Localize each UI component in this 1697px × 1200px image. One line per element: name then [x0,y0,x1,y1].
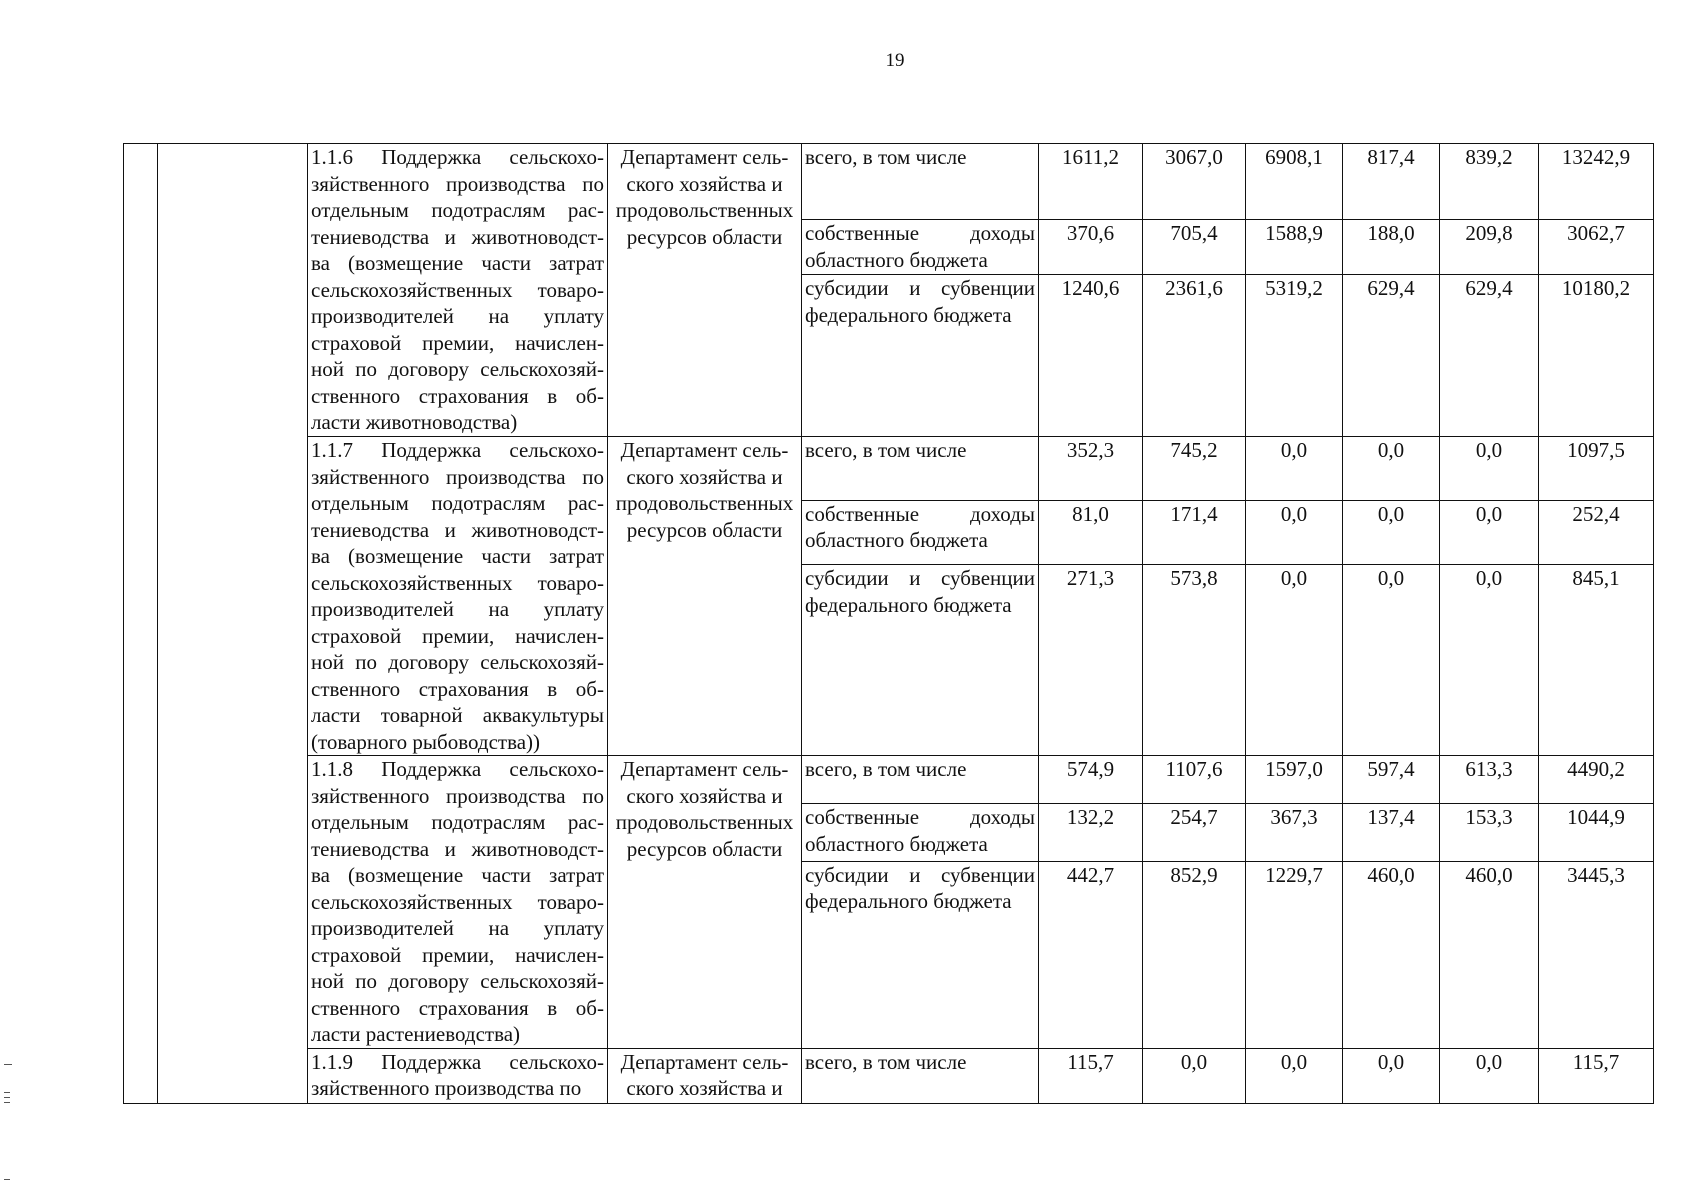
amount-cell: 852,9 [1143,861,1246,1048]
measure-name-line: ласти товарной аквакультуры [311,703,604,727]
amount-cell: 745,2 [1143,437,1246,501]
measure-name-line: отдельным подотраслям рас- [311,491,604,515]
amount-cell: 4490,2 [1539,756,1654,804]
funding-source-cell: собственные доходы областного бюджета [802,220,1039,275]
department-line: ресурсов области [626,836,783,861]
department-line: ского хозяйства и [626,1076,783,1100]
measure-name-line: производителей на уплату [311,916,604,940]
amount-cell: 367,3 [1246,804,1343,861]
funding-source-cell: субсидии и субвенции федерального бюджета [802,861,1039,1048]
index-cell [124,144,158,1104]
amount-cell: 3067,0 [1143,144,1246,220]
amount-cell: 1044,9 [1539,804,1654,861]
amount-cell: 13242,9 [1539,144,1654,220]
measure-name-line: страховой премии, начислен- [311,330,604,355]
measure-name-line: тениеводства и животноводст- [311,224,604,249]
table-row [124,756,1654,804]
amount-cell: 0,0 [1440,500,1539,565]
amount-cell: 0,0 [1343,1048,1440,1103]
measure-name-line: ной по договору сельскохозяй- [311,357,604,381]
amount-cell: 137,4 [1343,804,1440,861]
measure-name-line: ласти растениеводства) [311,1022,521,1046]
amount-cell: 1588,9 [1246,220,1343,275]
measure-name-line: 1.1.8 Поддержка сельскохо- [311,757,604,781]
measure-name-line: 1.1.7 Поддержка сельскохо- [311,438,604,462]
amount-cell: 0,0 [1343,565,1440,756]
measure-name-line: зяйственного производства по [311,783,604,808]
department-line: Департамент сель- [620,438,789,462]
measure-name-line: зяйственного производства по [311,464,604,489]
amount-cell: 597,4 [1343,756,1440,804]
department-cell [608,437,802,756]
measure-name-line: ственного страхования в об- [311,676,604,701]
amount-cell: 574,9 [1039,756,1143,804]
department-line: продовольственных [615,198,794,222]
department-line: Департамент сель- [620,1049,789,1074]
amount-cell: 1611,2 [1039,144,1143,220]
measure-name-line: ственного страхования в об- [311,383,604,408]
amount-cell: 1229,7 [1246,861,1343,1048]
amount-cell: 0,0 [1246,500,1343,565]
amount-cell: 81,0 [1039,500,1143,565]
amount-cell: 0,0 [1246,437,1343,501]
amount-cell: 352,3 [1039,437,1143,501]
department-line: Департамент сель- [620,757,789,781]
funding-source-cell: всего, в том числе [802,437,1039,501]
department-cell [608,1048,802,1103]
amount-cell: 0,0 [1246,565,1343,756]
amount-cell: 0,0 [1440,437,1539,501]
measure-name-line: тениеводства и животноводст- [311,836,604,861]
measure-name-line: ственного страхования в об- [311,995,604,1020]
margin-mark [4,1064,12,1065]
measure-name-line: отдельным подотраслям рас- [311,198,604,222]
measure-name-line: зяйственного производства по [311,171,604,196]
table-row [124,144,1654,220]
amount-cell: 0,0 [1343,500,1440,565]
amount-cell: 2361,6 [1143,275,1246,437]
amount-cell: 370,6 [1039,220,1143,275]
funding-source-cell: собственные доходы областного бюджета [802,500,1039,565]
amount-cell: 629,4 [1343,275,1440,437]
amount-cell: 839,2 [1440,144,1539,220]
measure-name-cell [308,144,608,437]
funding-source-cell: всего, в том числе [802,756,1039,804]
amount-cell: 1097,5 [1539,437,1654,501]
measure-name-line: сельскохозяйственных товаро- [311,277,604,302]
measure-name-line: страховой премии, начислен- [311,623,604,648]
funding-source-cell: всего, в том числе [802,144,1039,220]
amount-cell: 254,7 [1143,804,1246,861]
amount-cell: 6908,1 [1246,144,1343,220]
department-line: ского хозяйства и [626,171,783,196]
amount-cell: 0,0 [1440,565,1539,756]
department-line: ресурсов области [626,517,783,542]
amount-cell: 1240,6 [1039,275,1143,437]
measure-name-cell [308,1048,608,1103]
amount-cell: 460,0 [1440,861,1539,1048]
measure-name-line: производителей на уплату [311,304,604,328]
measure-name-line: (товарного рыбоводства)) [311,729,541,754]
amount-cell: 1597,0 [1246,756,1343,804]
amount-cell: 153,3 [1440,804,1539,861]
table-row [124,1048,1654,1103]
amount-cell: 0,0 [1343,437,1440,501]
budget-table [123,143,1654,1104]
measure-name-line: ласти животноводства) [311,410,518,434]
funding-source-cell: собственные доходы областного бюджета [802,804,1039,861]
table-row [124,437,1654,501]
department-line: ресурсов области [626,224,783,249]
measure-name-line: ва (возмещение части затрат [311,544,604,568]
amount-cell: 3062,7 [1539,220,1654,275]
measure-name-line: зяйственного производства по [311,1076,582,1100]
department-line: продовольственных [615,491,794,515]
department-cell [608,144,802,437]
amount-cell: 1107,6 [1143,756,1246,804]
amount-cell: 3445,3 [1539,861,1654,1048]
department-cell [608,756,802,1049]
amount-cell: 460,0 [1343,861,1440,1048]
amount-cell: 0,0 [1440,1048,1539,1103]
measure-name-line: ва (возмещение части затрат [311,251,604,275]
amount-cell: 252,4 [1539,500,1654,565]
measure-name-line: 1.1.9 Поддержка сельскохо- [311,1049,604,1074]
margin-mark [4,1179,10,1180]
funding-source-cell: субсидии и субвенции федерального бюджета [802,565,1039,756]
amount-cell: 209,8 [1440,220,1539,275]
department-line: Департамент сель- [620,145,789,169]
margin-mark [4,1102,10,1103]
measure-name-line: тениеводства и животноводст- [311,517,604,542]
amount-cell: 132,2 [1039,804,1143,861]
amount-cell: 0,0 [1246,1048,1343,1103]
funding-source-cell: субсидии и субвенции федерального бюджета [802,275,1039,437]
measure-name-cell [308,437,608,756]
amount-cell: 188,0 [1343,220,1440,275]
measure-name-cell [308,756,608,1049]
amount-cell: 817,4 [1343,144,1440,220]
amount-cell: 271,3 [1039,565,1143,756]
department-line: продовольственных [615,810,794,834]
amount-cell: 0,0 [1143,1048,1246,1103]
measure-name-line: 1.1.6 Поддержка сельскохо- [311,145,604,169]
amount-cell: 171,4 [1143,500,1246,565]
amount-cell: 10180,2 [1539,275,1654,437]
amount-cell: 573,8 [1143,565,1246,756]
measure-name-line: сельскохозяйственных товаро- [311,570,604,595]
department-line: ского хозяйства и [626,464,783,489]
amount-cell: 629,4 [1440,275,1539,437]
amount-cell: 705,4 [1143,220,1246,275]
measure-name-line: отдельным подотраслям рас- [311,810,604,834]
amount-cell: 613,3 [1440,756,1539,804]
measure-name-line: ной по договору сельскохозяй- [311,969,604,993]
funding-source-cell: всего, в том числе [802,1048,1039,1103]
measure-name-line: ва (возмещение части затрат [311,863,604,887]
margin-mark [4,1097,10,1098]
measure-name-line: ной по договору сельскохозяй- [311,650,604,674]
measure-name-line: сельскохозяйственных товаро- [311,889,604,914]
amount-cell: 115,7 [1039,1048,1143,1103]
task-cell [158,144,308,1104]
measure-name-line: производителей на уплату [311,597,604,621]
margin-mark [4,1092,10,1093]
amount-cell: 115,7 [1539,1048,1654,1103]
department-line: ского хозяйства и [626,783,783,808]
page-number: 19 [885,50,905,71]
measure-name-line: страховой премии, начислен- [311,942,604,967]
amount-cell: 845,1 [1539,565,1654,756]
amount-cell: 5319,2 [1246,275,1343,437]
amount-cell: 442,7 [1039,861,1143,1048]
